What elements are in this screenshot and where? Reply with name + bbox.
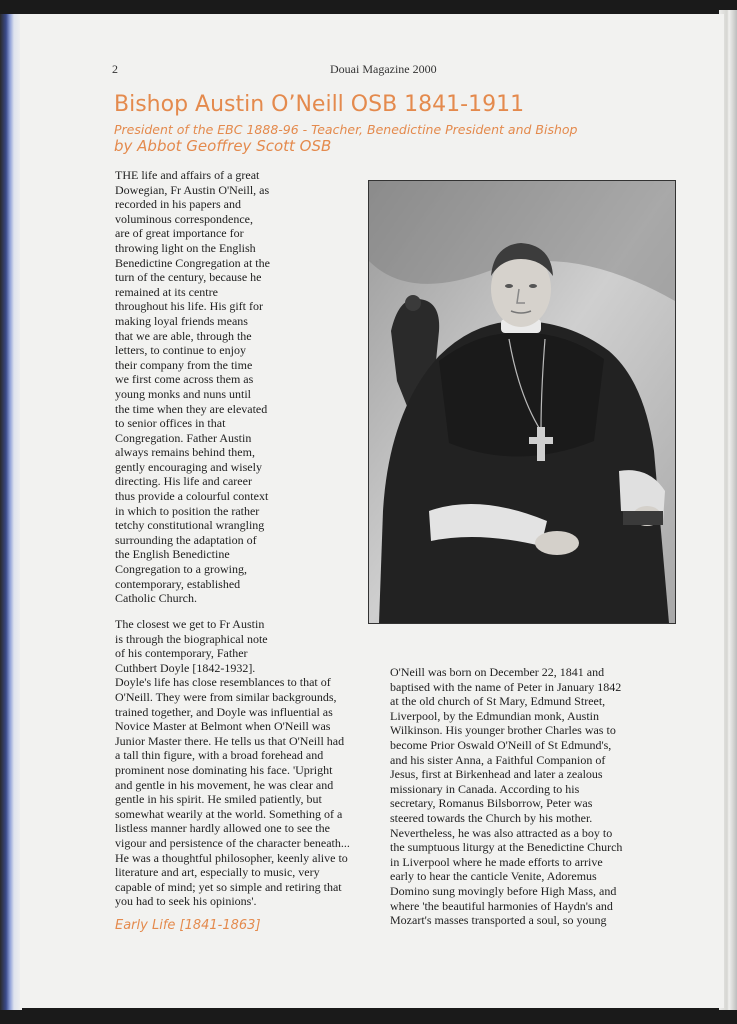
text-line: secretary, Romanus Bilsborrow, Peter was <box>390 796 593 811</box>
text-line: gentle in his spirit. He smiled patiently, but <box>115 792 322 807</box>
text-line: Novice Master at Belmont when O'Neill was <box>115 719 331 734</box>
text-line: making loyal friends means <box>115 313 248 328</box>
text-line: recorded in his papers and <box>115 197 241 212</box>
text-line: you had to seek his opinions'. <box>115 894 257 909</box>
text-line: gently encouraging and wisely <box>115 459 262 474</box>
text-line: vigour and persistence of the character beneath... <box>115 835 350 850</box>
text-line: Liverpool, by the Edmundian monk, Austin <box>390 708 599 723</box>
text-line: at the old church of St Mary, Edmund Street, <box>390 694 606 709</box>
text-line: Benedictine Congregation at the <box>115 255 270 270</box>
bishop-portrait-illustration <box>369 181 675 623</box>
text-line: throwing light on the English <box>115 240 256 255</box>
text-line: missionary in Canada. According to his <box>390 781 580 796</box>
text-line: Dowegian, Fr Austin O'Neill, as <box>115 182 270 197</box>
text-line: always remains behind them, <box>115 445 255 460</box>
article-byline: by Abbot Geoffrey Scott OSB <box>114 137 332 155</box>
text-line: letters, to continue to enjoy <box>115 343 246 358</box>
text-line: The closest we get to Fr Austin <box>115 617 265 631</box>
text-line: prominent nose dominating his face. 'Upright <box>115 762 333 777</box>
text-line: capable of mind; yet so simple and retiring that <box>115 879 342 894</box>
book-spine-left-edge <box>0 14 22 1010</box>
text-line: of his contemporary, Father <box>115 646 248 661</box>
text-line: steered towards the Church by his mother. <box>390 810 593 825</box>
text-line: a tall thin figure, with a broad forehead and <box>115 748 324 763</box>
running-header: Douai Magazine 2000 <box>330 62 437 76</box>
text-line: the English Benedictine <box>115 547 230 562</box>
text-line: baptised with the name of Peter in January 1842 <box>390 679 622 694</box>
text-line: somewhat wearily at the world. Something of a <box>115 806 343 821</box>
text-line: contemporary, established <box>115 576 241 591</box>
text-line: in which to position the rather <box>115 503 260 518</box>
text-line: are of great importance for <box>115 226 244 241</box>
portrait-photograph <box>368 180 676 624</box>
text-line: remained at its centre <box>115 284 218 299</box>
text-line: Jesus, first at Birkenhead and later a zealous <box>390 767 603 782</box>
text-line: thus provide a colourful context <box>115 489 269 504</box>
text-line: Catholic Church. <box>115 591 197 606</box>
text-line: in Liverpool where he made efforts to arrive <box>390 854 603 869</box>
text-line: that we are able, through the <box>115 328 252 343</box>
text-line: listless manner hardly allowed one to see the <box>115 821 330 836</box>
text-line: their company from the time <box>115 357 253 372</box>
text-line: young monks and nuns until <box>115 386 252 401</box>
text-line: tetchy constitutional wrangling <box>115 518 265 533</box>
text-line: we first come across them as <box>115 372 254 387</box>
text-line: Congregation to a growing, <box>115 562 247 577</box>
article-subtitle: President of the EBC 1888-96 - Teacher, Benedictine President and Bishop <box>114 122 578 137</box>
text-line: Cuthbert Doyle [1842-1932]. <box>115 660 256 675</box>
text-line: the sumptuous liturgy at the Benedictine Church <box>390 840 623 855</box>
text-line: to senior offices in that <box>115 416 226 431</box>
column-one-paragraph-one <box>115 168 270 606</box>
text-line: turn of the century, because he <box>115 270 262 285</box>
text-line: become Prior Oswald O'Neill of St Edmund's, <box>390 737 612 752</box>
page-number: 2 <box>112 62 118 76</box>
text-line: directing. His life and career <box>115 474 252 489</box>
text-line: and gentle in his movement, he was clear and <box>115 777 334 792</box>
text-line: and his sister Anna, a Faithful Companion of <box>390 752 606 767</box>
text-line: Wilkinson. His younger brother Charles was to <box>390 723 616 738</box>
text-line: Nevertheless, he was also attracted as a boy to <box>390 825 613 840</box>
text-line: THE life and affairs of a great <box>115 168 260 182</box>
text-line: is through the biographical note <box>115 631 268 646</box>
text-line: where 'the beautiful harmonies of Haydn's and <box>390 898 613 913</box>
text-line: throughout his life. His gift for <box>115 299 263 314</box>
text-line: voluminous correspondence, <box>115 211 253 226</box>
magazine-page <box>20 14 724 1008</box>
text-line: Domino sung movingly before High Mass, and <box>390 883 617 898</box>
section-heading: Early Life [1841-1863] <box>115 918 261 933</box>
text-line: early to hear the canticle Venite, Adoremus <box>390 869 597 884</box>
article-title: Bishop Austin O’Neill OSB 1841-1911 <box>114 92 525 117</box>
text-line: O'Neill. They were from similar backgrounds, <box>115 689 337 704</box>
text-line: Mozart's masses transported a soul, so young <box>390 913 607 928</box>
text-line: O'Neill was born on December 22, 1841 and <box>390 665 605 679</box>
text-line: Doyle's life has close resemblances to that of <box>115 675 331 690</box>
column-one-paragraph-two <box>115 617 350 909</box>
text-line: surrounding the adaptation of <box>115 532 257 547</box>
text-line: the time when they are elevated <box>115 401 268 416</box>
text-line: Congregation. Father Austin <box>115 430 252 445</box>
column-two-text <box>390 665 622 928</box>
text-line: trained together, and Doyle was influential as <box>115 704 333 719</box>
text-line: literature and art, especially to music, very <box>115 865 320 880</box>
text-line: He was a thoughtful philosopher, keenly alive to <box>115 850 348 865</box>
text-line: Junior Master there. He tells us that O'Neill had <box>115 733 345 748</box>
